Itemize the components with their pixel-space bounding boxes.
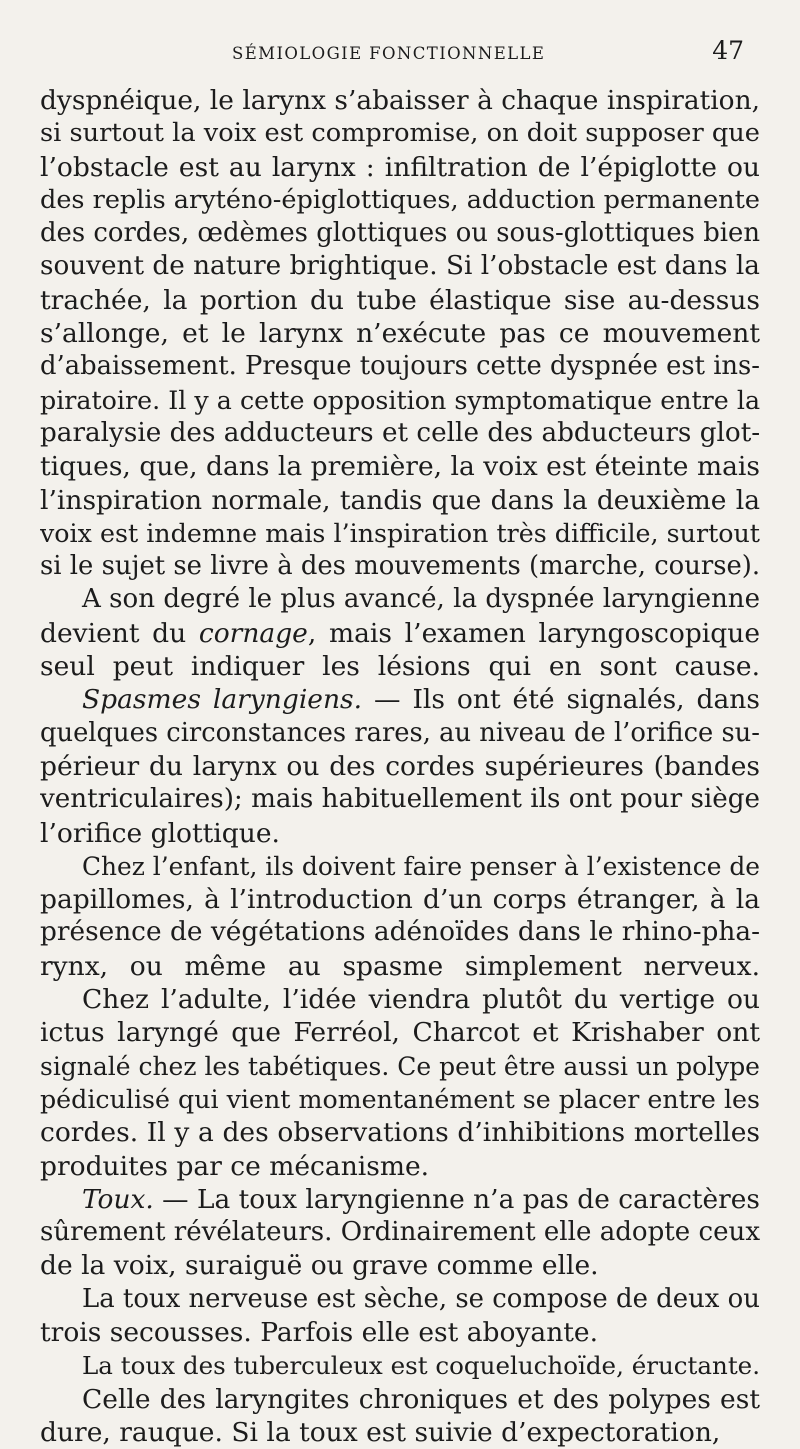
text-line: A son degré le plus avancé, la dyspnée laryngienne [82,584,760,615]
text-line: présence de végétations adénoïdes dans le rhino-pha- [40,917,760,948]
text-line: ventriculaires); mais habituellement ils ont pour siège [40,784,760,815]
text-line: quelques circonstances rares, au niveau de l’orifice su- [40,717,760,748]
text-line: l’inspiration normale, tandis que dans la deuxième la [40,484,760,516]
text-line: des replis aryténo-épiglottiques, adduction permanente [40,184,760,215]
text-line: des cordes, œdèmes glottiques ou sous-glottiques bien [40,218,760,249]
text-line: si le sujet se livre à des mouvements (marche, course). [40,551,760,582]
text-line: pédiculisé qui vient momentanément se placer entre les [40,1084,760,1114]
text-line: trois secousses. Parfois elle est aboyante. [40,1316,599,1348]
text-line: tiques, que, dans la première, la voix est éteinte mais [40,451,760,483]
text-segment: devient du [40,617,199,649]
text-line: l’obstacle est au larynx : infiltration de l’épiglotte ou [40,151,760,183]
text-line: papillomes, à l’introduction d’un corps étranger, à la [40,884,760,916]
text-line: s’allonge, et le larynx n’exécute pas ce mouvement [40,318,760,350]
text-line [40,683,760,716]
text-line: La toux des tuberculeux est coqueluchoïde, éructante. [82,1351,760,1381]
text-line: périeur du larynx ou des cordes supérieures (bandes [40,750,760,782]
text-line: rynx, ou même au spasme simplement nerveux. [40,950,760,982]
page-header [0,30,800,70]
text-line: Chez l’enfant, ils doivent faire penser à l’existence de [82,851,760,881]
text-line: seul peut indiquer les lésions qui en sont cause. [40,651,760,683]
italic-text: cornage [198,617,308,649]
text-line: de la voix, suraiguë ou grave comme elle. [40,1250,599,1282]
body-text [40,84,760,1449]
italic-text: Spasmes laryngiens. [82,684,363,716]
page-number: 47 [712,36,744,65]
text-line: voix est indemne mais l’inspiration très difficile, surtout [40,517,760,548]
text-line: cordes. Il y a des observations d’inhibitions mortelles [40,1117,760,1149]
italic-text: Toux. [82,1183,154,1215]
text-line: La toux nerveuse est sèche, se compose de deux ou [82,1283,760,1314]
text-line: paralysie des adducteurs et celle des abducteurs glot- [40,417,760,448]
text-segment: — La toux laryngienne n’a pas de caractères [153,1183,760,1215]
text-line [40,617,760,650]
text-segment: — Ils ont été signalés, dans [362,684,760,716]
text-line [40,1183,760,1216]
text-line: d’abaissement. Presque toujours cette dyspnée est ins- [40,351,760,382]
running-title: SÉMIOLOGIE FONCTIONNELLE [232,44,546,63]
text-segment: , mais l’examen laryngoscopique [307,617,760,649]
text-line: souvent de nature brightique. Si l’obstacle est dans la [40,251,760,282]
text-line: dure, rauque. Si la toux est suivie d’expectoration, [40,1416,721,1448]
text-line: trachée, la portion du tube élastique sise au-dessus [40,284,760,316]
text-line: signalé chez les tabétiques. Ce peut être aussi un polype [40,1051,760,1081]
text-line: piratoire. Il y a cette opposition symptomatique entre la [40,384,760,415]
text-line: dyspnéique, le larynx s’abaisser à chaque inspiration, [40,85,760,116]
text-line: l’orifice glottique. [40,817,280,849]
text-line: produites par ce mécanisme. [40,1150,430,1182]
text-line: si surtout la voix est compromise, on doit supposer que [40,118,760,149]
text-line: Celle des laryngites chroniques et des polypes est [82,1383,760,1415]
text-line: ictus laryngé que Ferréol, Charcot et Krishaber ont [40,1017,760,1049]
text-line: sûrement révélateurs. Ordinairement elle adopte ceux [40,1217,760,1248]
text-line: Chez l’adulte, l’idée viendra plutôt du vertige ou [82,984,760,1016]
